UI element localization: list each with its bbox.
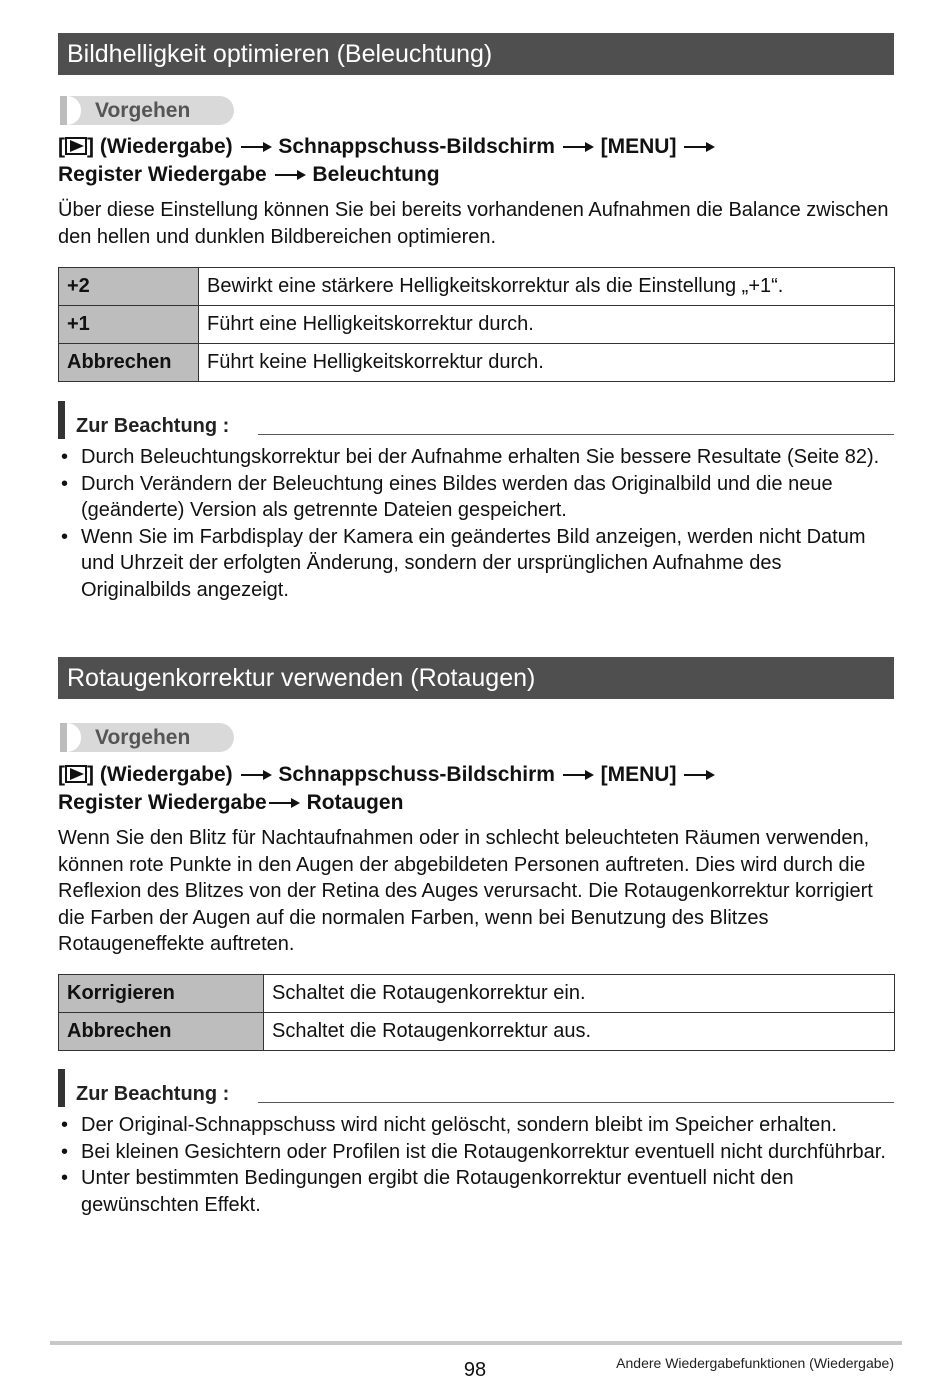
list-item: • Durch Verändern der Beleuchtung eines Bildes werden das Originalbild und die neue (geänderte) Version als getrennte Dateien gespeichert. — [61, 472, 833, 521]
section-title: Rotaugenkorrektur verwenden (Rotaugen) — [58, 657, 894, 699]
option-key: Abbrechen — [59, 344, 199, 382]
note-title: Zur Beachtung : — [76, 415, 230, 437]
section-description: Über diese Einstellung können Sie bei bereits vorhandenen Aufnahmen die Balance zwischen den hellen und dunklen Bildbereichen optimieren. — [58, 199, 889, 248]
procedure-badge — [60, 96, 234, 125]
play-icon — [65, 137, 87, 155]
table-row — [59, 1013, 895, 1051]
arrow-right-icon — [239, 141, 273, 153]
play-icon — [65, 765, 87, 783]
note-divider — [258, 434, 894, 435]
option-key: Korrigieren — [59, 975, 264, 1013]
section-title: Bildhelligkeit optimieren (Beleuchtung) — [58, 33, 894, 75]
arrow-right-icon — [239, 769, 273, 781]
arrow-right-icon — [267, 797, 301, 809]
option-description: Führt keine Helligkeitskorrektur durch. — [199, 344, 895, 382]
arrow-right-icon — [561, 769, 595, 781]
note-title: Zur Beachtung : — [76, 1083, 230, 1105]
procedure-label: Vorgehen — [95, 99, 191, 122]
note-list — [58, 444, 894, 603]
menu-path-line-1: [ ] (Wiedergabe) Schnappschuss-Bildschirm [MENU] — [58, 761, 894, 789]
note-list — [58, 1112, 894, 1218]
arrow-right-icon — [561, 141, 595, 153]
arrow-right-icon — [273, 169, 307, 181]
table-row — [59, 268, 895, 306]
menu-path-line-2: Register Wiedergabe Rotaugen — [58, 791, 404, 814]
list-item: • Der Original-Schnappschuss wird nicht gelöscht, sondern bleibt im Speicher erhalten. — [61, 1114, 837, 1136]
procedure-badge — [60, 723, 234, 752]
options-table — [58, 974, 895, 1051]
table-row — [59, 344, 895, 382]
procedure-label: Vorgehen — [95, 726, 191, 749]
option-description: Schaltet die Rotaugenkorrektur aus. — [264, 1013, 895, 1051]
note-marker — [58, 401, 65, 439]
option-description: Bewirkt eine stärkere Helligkeitskorrektur als die Einstellung „+1“. — [199, 268, 895, 306]
table-row — [59, 306, 895, 344]
option-key: +1 — [59, 306, 199, 344]
option-description: Schaltet die Rotaugenkorrektur ein. — [264, 975, 895, 1013]
menu-path — [58, 133, 894, 189]
menu-path-line-1: [ ] (Wiedergabe) Schnappschuss-Bildschirm [MENU] — [58, 133, 894, 161]
section-description: Wenn Sie den Blitz für Nachtaufnahmen oder in schlecht beleuchteten Räumen verwenden, können rote Punkte in den Augen der abgebildeten Personen auftreten. Dies wird durch die Reflexion des Blitzes von der Retina des Auges verursacht. Die Rotaugenkorrektur korrigiert die Farben der Augen auf die normalen Farben, wenn bei Benutzung des Blitzes Rotaugeneffekte auftreten. — [58, 827, 873, 955]
menu-path-line-2: Register Wiedergabe Beleuchtung — [58, 163, 440, 186]
option-key: +2 — [59, 268, 199, 306]
page-number: 98 — [463, 1359, 487, 1381]
footer-divider — [50, 1341, 902, 1345]
list-item: • Durch Beleuchtungskorrektur bei der Aufnahme erhalten Sie bessere Resultate (Seite 82). — [61, 446, 880, 468]
option-description: Führt eine Helligkeitskorrektur durch. — [199, 306, 895, 344]
menu-path — [58, 761, 894, 817]
option-key: Abbrechen — [59, 1013, 264, 1051]
list-item: • Wenn Sie im Farbdisplay der Kamera ein geändertes Bild anzeigen, werden nicht Datum und Uhrzeit der erfolgten Änderung, sondern der ursprünglichen Aufnahme des Originalbilds angezeigt. — [61, 525, 866, 601]
table-row — [59, 975, 895, 1013]
note-marker — [58, 1069, 65, 1107]
options-table — [58, 267, 895, 382]
chapter-title: Andere Wiedergabefunktionen (Wiedergabe) — [616, 1355, 894, 1371]
list-item: • Bei kleinen Gesichtern oder Profilen ist die Rotaugenkorrektur eventuell nicht durchführbar. — [61, 1140, 886, 1163]
list-item: • Unter bestimmten Bedingungen ergibt die Rotaugenkorrektur eventuell nicht den gewünschten Effekt. — [61, 1167, 794, 1216]
note-divider — [258, 1102, 894, 1103]
arrow-right-icon — [682, 769, 716, 781]
arrow-right-icon — [682, 141, 716, 153]
